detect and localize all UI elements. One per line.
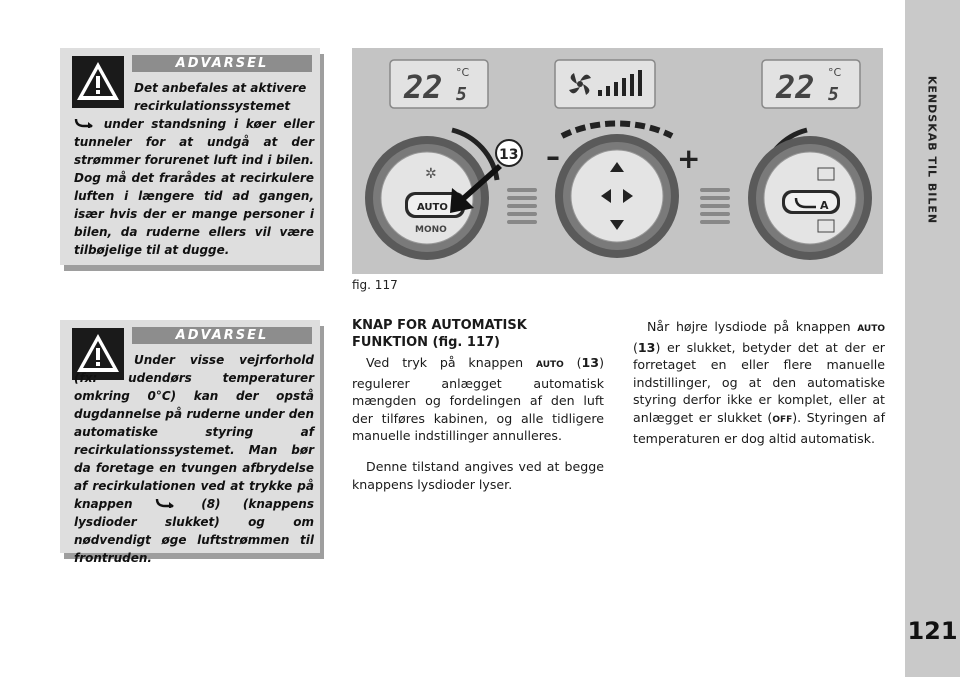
warning-box-2	[60, 320, 320, 565]
auto-button-label: AUTO	[417, 202, 448, 213]
left-knob	[365, 136, 489, 260]
warning-label: ADVARSEL	[132, 327, 312, 344]
recirculation-auto-label: A	[820, 199, 829, 212]
warning-box-1	[60, 48, 320, 265]
climate-panel-figure	[352, 48, 883, 274]
left-vent	[507, 188, 537, 224]
warning-triangle-icon	[72, 56, 124, 108]
section-heading: KNAP FOR AUTOMATISK FUNKTION (fig. 117)	[352, 318, 527, 350]
left-temp-digits: 22	[404, 68, 443, 106]
warning-text-body	[74, 351, 314, 567]
right-temp-digits: 22	[776, 68, 815, 106]
paragraph-2	[352, 458, 604, 493]
center-knob	[555, 134, 679, 258]
paragraph-text: Ved tryk på knappen	[366, 355, 524, 370]
ac-snowflake-icon: ✲	[425, 166, 437, 182]
warning-text-span: under standsning i køer eller tunneler for at undgå at der strømmer forurenet luft ind i bilen. Dog må det frarådes at recirkulere luften i længere tid ad gangen, især hvis der er mange personer i bilen, da ruderne ellers vil være tilbøjelige til at dugge.	[74, 117, 314, 257]
page-number: 121	[907, 617, 958, 645]
paragraph-text: Når højre lysdiode på knappen	[647, 319, 851, 334]
warning-text-span: Det anbefales at aktivere recirkulationssystemet	[134, 81, 307, 113]
paragraph-text: Denne tilstand angives ved at begge knappens lysdioder lyser.	[352, 459, 604, 492]
right-temp-unit: °C	[828, 66, 842, 79]
mono-button-label: MONO	[415, 225, 447, 235]
auto-button-ref: AUTO	[857, 324, 885, 334]
auto-button-ref: AUTO	[536, 360, 564, 370]
off-ref: OFF	[772, 414, 793, 425]
right-temp-decimal: 5	[828, 84, 839, 105]
paragraph-text: er slukket, betyder det at der er forretaget en eller flere manuelle indstillinger, og at den automatiske styring derfor ikke er komplet, eller at anlægget er slukket (	[633, 339, 885, 425]
paragraph-text: ). Styringen af temperaturen er dog altid automatisk.	[633, 409, 886, 446]
left-temp-unit: °C	[456, 66, 470, 79]
warning-text-span: (8) (knappens lysdioder slukket) og om nødvendigt øge luftstrømmen til frontruden.	[74, 497, 314, 565]
right-knob	[748, 136, 872, 260]
warning-text-span: Under visse vejrforhold (fx: udendørs temperaturer omkring 0°C) kan der opstå dugdannelse på ruderne under den automatiske styring af recirkulationssystemet. Man bør da foretage en tvungen afbrydelse af recirkulationen ved at trykke på knappen	[74, 353, 314, 511]
climate-panel-illustration	[352, 48, 883, 274]
minus-sign: –	[546, 140, 560, 173]
warning-label: ADVARSEL	[132, 55, 312, 72]
callout-number: 13	[499, 147, 519, 163]
recirculation-icon	[74, 115, 96, 133]
warning-text-body	[74, 115, 314, 259]
left-temp-decimal: 5	[456, 84, 467, 105]
figure-caption: fig. 117	[352, 278, 398, 292]
warning-text-intro	[134, 79, 314, 115]
plus-sign: +	[677, 142, 701, 175]
paragraph-3: Når højre lysdiode på knappen AUTO (13) er slukket, betyder det at der er forretaget en eller flere manuelle indstillinger, og at den automatiske styring derfor ikke er komplet, eller at anlægget er slukket (OFF). Styringen af temperaturen er dog altid automatisk.	[633, 319, 886, 446]
section-title: KENDSKAB TIL BILEN	[925, 75, 939, 225]
callout-ref: 13	[637, 339, 656, 355]
recirculation-icon	[155, 495, 179, 513]
paragraph-1: Ved tryk på knappen AUTO (13) regulerer anlægget automatisk mængden og fordelingen af den luft der tilføres kabinen, og alle tidligere manuelle indstillinger annulleres.	[352, 355, 604, 444]
callout-ref: 13	[581, 355, 600, 370]
paragraph-text: regulerer anlægget automatisk mængden og fordelingen af den luft der tilføres kabinen, og alle tidligere manuelle indstillinger annulleres.	[352, 375, 604, 444]
right-vent	[700, 188, 730, 224]
